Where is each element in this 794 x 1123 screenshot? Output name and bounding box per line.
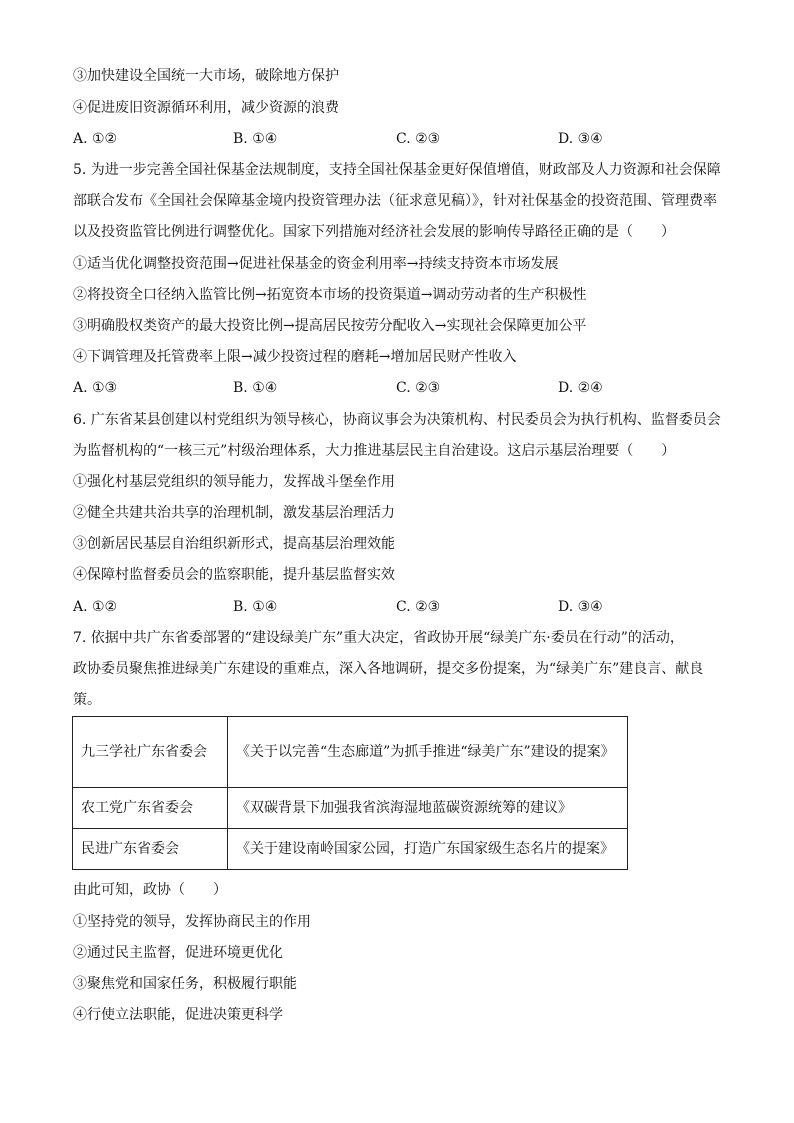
- q7-item-3: ③聚焦党和国家任务，积极履行职能: [73, 976, 297, 992]
- q4-option-b: B. ①④: [233, 131, 278, 147]
- proposal-org: 农工党广东省委会: [73, 788, 228, 829]
- q6-item-3: ③创新居民基层自治组织新形式，提高基层治理效能: [73, 536, 395, 552]
- q4-options: [73, 129, 733, 149]
- q5-option-d: D. ②④: [558, 380, 603, 396]
- q7-stem-line-1: 7. 依据中共广东省委部署的“建设绿美广东”重大决定，省政协开展“绿美广东·委员在行动”的活动，: [73, 630, 684, 646]
- q4-item-4: ④促进废旧资源循环利用，减少资源的浪费: [73, 100, 339, 116]
- q6-stem-line-1: 6. 广东省某县创建以村党组织为领导核心，协商议事会为决策机构、村民委员会为执行机构、监督委员会: [73, 412, 721, 428]
- q7-item-1: ①坚持党的领导，发挥协商民主的作用: [73, 914, 311, 930]
- q6-option-b: B. ①④: [233, 599, 278, 615]
- proposals-table: [72, 716, 628, 870]
- q5-option-b: B. ①④: [233, 380, 278, 396]
- q5-option-a: A. ①③: [73, 380, 118, 396]
- q7-item-2: ②通过民主监督，促进环境更优化: [73, 945, 283, 961]
- q6-item-2: ②健全共建共治共享的治理机制，激发基层治理活力: [73, 505, 395, 521]
- q5-stem-line-2: 部联合发布《全国社会保障基金境内投资管理办法（征求意见稿）》，针对社保基金的投资范围、管理费率: [73, 193, 717, 209]
- q4-item-3: ③加快建设全国统一大市场，破除地方保护: [73, 68, 339, 84]
- q5-item-3: ③明确股权类资产的最大投资比例→提高居民按劳分配收入→实现社会保障更加公平: [73, 318, 587, 334]
- q4-option-d: D. ③④: [558, 131, 603, 147]
- q6-option-c: C. ②③: [396, 599, 441, 615]
- q4-option-a: A. ①②: [73, 131, 118, 147]
- q6-option-a: A. ①②: [73, 599, 118, 615]
- proposal-title: 《双碳背景下加强我省滨海湿地蓝碳资源统筹的建议》: [228, 788, 628, 829]
- q5-stem-line-1: 5. 为进一步完善全国社保基金法规制度，支持全国社保基金更好保值增值，财政部及人力资源和社会保障: [73, 162, 721, 178]
- proposal-org: 九三学社广东省委会: [73, 717, 228, 788]
- q7-stem-line-2: 政协委员聚焦推进绿美广东建设的重难点，深入各地调研，提交多份提案，为“绿美广东”建良言、献良: [73, 661, 704, 677]
- q6-options: [73, 597, 733, 617]
- proposal-org: 民进广东省委会: [73, 829, 228, 870]
- q6-stem-line-2: 为监督机构的“一核三元”村级治理体系，大力推进基层民主自治建设。这启示基层治理要（ ）: [73, 443, 676, 459]
- table-row: [73, 717, 628, 788]
- q5-item-2: ②将投资全口径纳入监管比例→拓宽资本市场的投资渠道→调动劳动者的生产积极性: [73, 287, 587, 303]
- q6-option-d: D. ③④: [558, 599, 603, 615]
- proposal-title: 《关于建设南岭国家公园，打造广东国家级生态名片的提案》: [228, 829, 628, 870]
- q7-stem-line-3: 策。: [73, 692, 101, 708]
- table-row: [73, 829, 628, 870]
- q6-item-1: ①强化村基层党组织的领导能力，发挥战斗堡垒作用: [73, 474, 395, 490]
- q6-item-4: ④保障村监督委员会的监察职能，提升基层监督实效: [73, 567, 395, 583]
- q5-stem-line-3: 以及投资监管比例进行调整优化。国家下列措施对经济社会发展的影响传导路径正确的是（ ）: [73, 224, 675, 240]
- q7-item-4: ④行使立法职能，促进决策更科学: [73, 1007, 283, 1023]
- q5-option-c: C. ②③: [396, 380, 441, 396]
- proposal-title: 《关于以完善“生态廊道”为抓手推进“绿美广东”建设的提案》: [228, 717, 628, 788]
- q5-item-4: ④下调管理及托管费率上限→减少投资过程的磨耗→增加居民财产性收入: [73, 349, 517, 365]
- q7-conclusion: 由此可知，政协（ ）: [73, 882, 227, 898]
- q5-options: [73, 378, 733, 398]
- q5-item-1: ①适当优化调整投资范围→促进社保基金的资金利用率→持续支持资本市场发展: [73, 256, 559, 272]
- q4-option-c: C. ②③: [396, 131, 441, 147]
- table-row: [73, 788, 628, 829]
